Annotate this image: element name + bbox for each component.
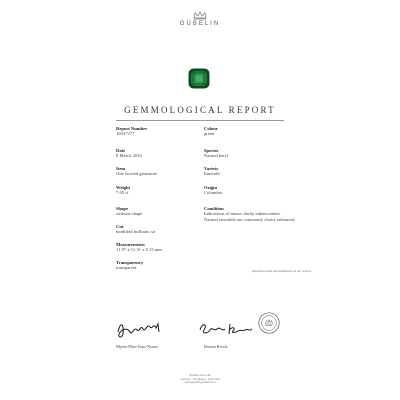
signature-left bbox=[112, 318, 192, 340]
important-notes-text: Important notes and limitations on the reverse. bbox=[252, 269, 312, 273]
field-label: Variety bbox=[204, 166, 219, 171]
field-cut bbox=[116, 224, 226, 242]
field-label: Report Number bbox=[116, 126, 148, 131]
signatory-right-name: Bonita Rivok bbox=[204, 344, 228, 349]
field-transparency bbox=[116, 260, 226, 271]
field-label: Species bbox=[204, 148, 219, 153]
field-value: 16037277 bbox=[116, 131, 135, 137]
field-value-note: Natural emeralds are commonly clarity enhanced. bbox=[204, 216, 296, 222]
field-label: Origin bbox=[204, 185, 218, 190]
field-value: Natural beryl bbox=[204, 153, 229, 159]
field-species bbox=[204, 148, 324, 166]
field-measurements bbox=[116, 242, 226, 260]
field-label: Colour bbox=[204, 126, 218, 131]
footer bbox=[0, 374, 400, 385]
emerald-gem-icon bbox=[188, 68, 210, 89]
field-label: Transparency bbox=[116, 260, 144, 265]
field-value: transparent bbox=[116, 265, 137, 271]
field-label: Date bbox=[116, 148, 126, 153]
field-value: modified brilliant cut bbox=[116, 229, 156, 235]
field-origin bbox=[204, 185, 324, 206]
field-value: green bbox=[204, 131, 215, 137]
signatory-left-name: Myint-Phye Kan-Nyunt bbox=[116, 344, 158, 349]
field-condition bbox=[204, 206, 324, 222]
field-value: Emerald bbox=[204, 171, 220, 177]
field-variety bbox=[204, 166, 324, 185]
field-value: Colombia bbox=[204, 190, 223, 196]
field-value: One faceted gemstone bbox=[116, 171, 157, 177]
footer-lab-name: Gübelin Gem Lab bbox=[189, 373, 211, 377]
report-title: GEMMOLOGICAL REPORT bbox=[124, 105, 276, 115]
field-label: Condition bbox=[204, 206, 224, 211]
field-colour bbox=[204, 126, 324, 148]
field-label: Shape bbox=[116, 206, 129, 211]
brand-logo-text: GÜBELIN bbox=[179, 21, 221, 27]
title-divider bbox=[116, 120, 284, 121]
field-value: 8 March 2016 bbox=[116, 153, 142, 159]
field-value: Indications of minor clarity enhancement. bbox=[204, 211, 281, 217]
footer-locations: Lucerne · Hongkong · New York bbox=[180, 376, 220, 381]
field-label: Cut bbox=[116, 224, 124, 229]
field-value: cushion-shape bbox=[116, 211, 143, 217]
field-value: 11.97 x 11.31 x 8.13 mm bbox=[116, 247, 162, 253]
lab-seal-icon bbox=[258, 312, 280, 334]
footer-website: www.gubelingemlab.com bbox=[184, 380, 216, 385]
field-value: 7.65 ct bbox=[116, 190, 129, 196]
field-label: Weight bbox=[116, 185, 131, 190]
right-field-column bbox=[204, 126, 324, 222]
field-label: Item bbox=[116, 166, 126, 171]
crown-icon bbox=[192, 11, 208, 20]
field-label: Measurements bbox=[116, 242, 145, 247]
